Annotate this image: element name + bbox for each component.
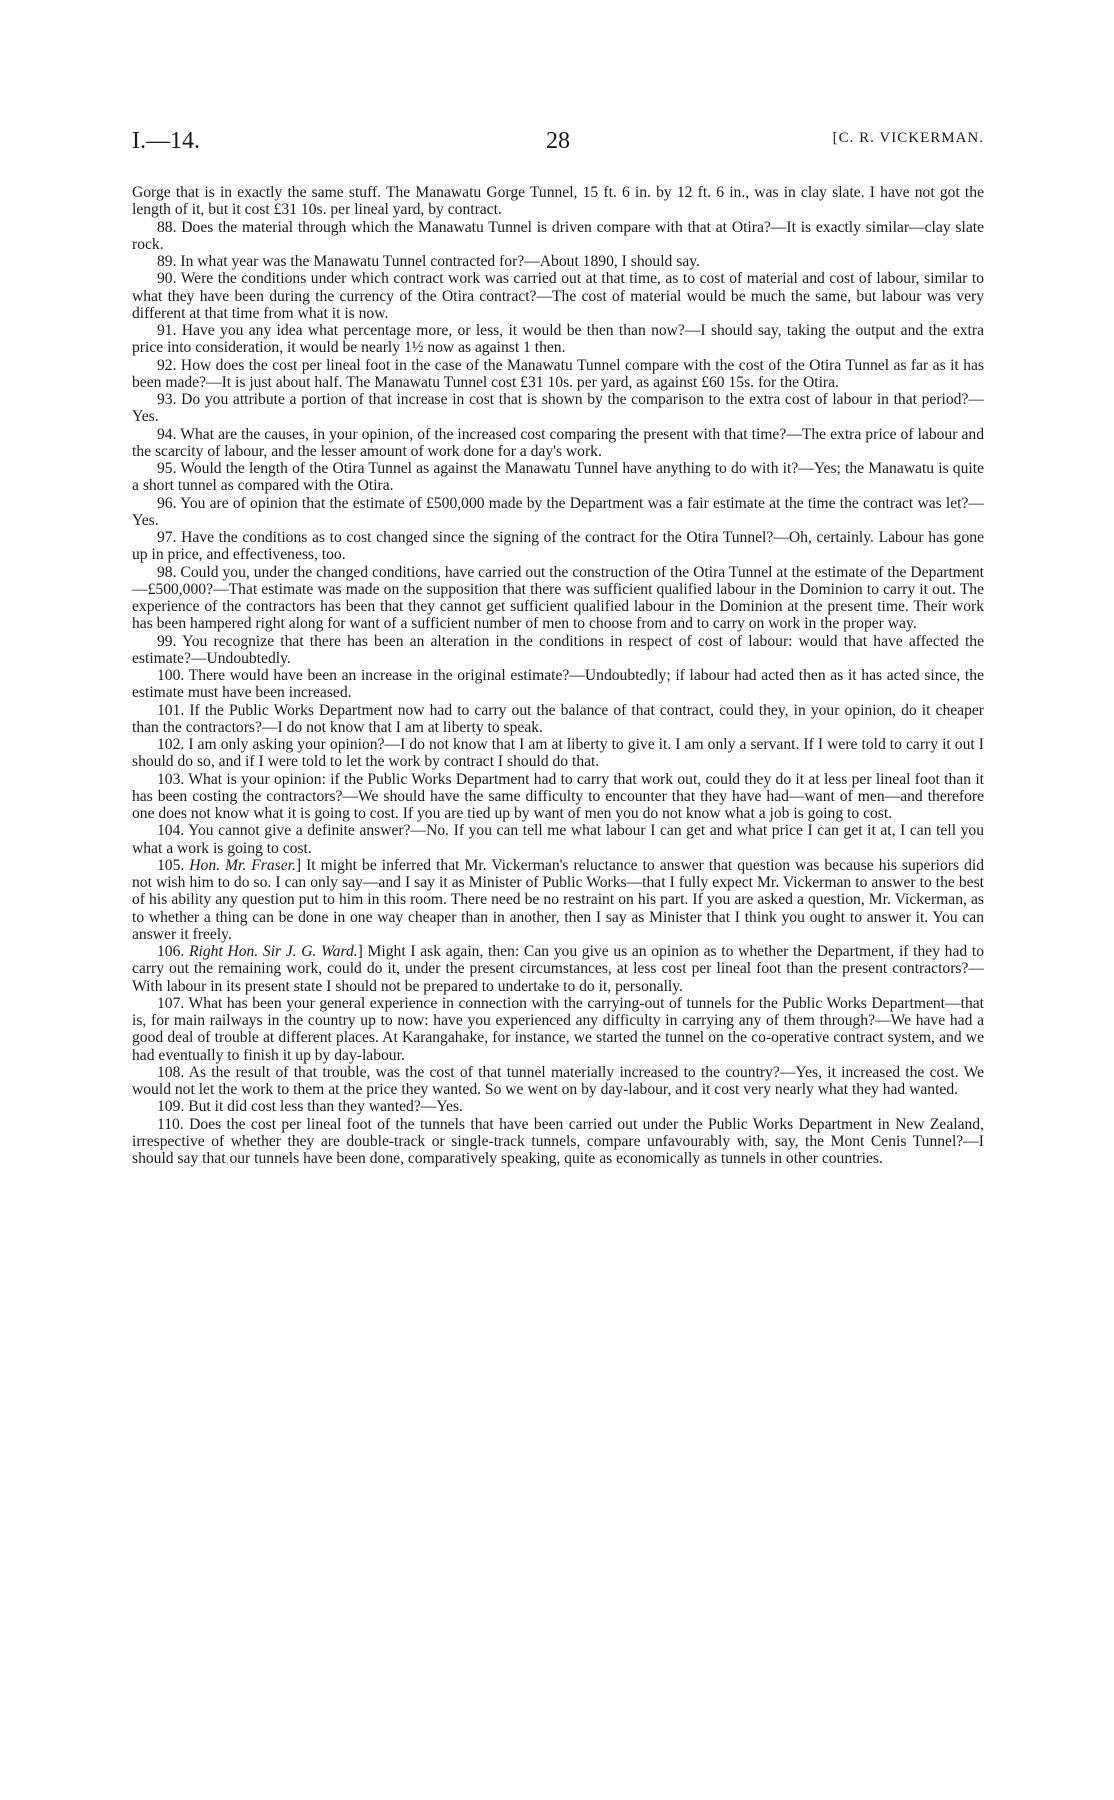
paragraph-p108	[132, 1064, 984, 1099]
paragraph-p96	[132, 495, 984, 530]
paragraph-text: 106.	[157, 943, 189, 960]
paragraph-p106	[132, 943, 984, 995]
paragraph-text: 93. Do you attribute a portion of that increase in cost that is shown by the comparison to the extra cost of labour in that period?—Yes.	[132, 391, 984, 426]
paragraph-text: 103. What is your opinion: if the Public Works Department had to carry that work out, could they do it at less per lineal foot than it has been costing the contractors?—We should have the same difficulty to encounter that they have had—want of men—and therefore one does not know what it is going to cost. If you are tied up by want of men you do not know what a job is going to cost.	[132, 770, 984, 822]
paragraph-p0	[132, 184, 984, 219]
paragraph-p89	[132, 253, 984, 270]
paragraph-p99	[132, 633, 984, 668]
paragraph-p107	[132, 995, 984, 1064]
paragraph-text: 100. There would have been an increase in the original estimate?—Undoubtedly; if labour had acted then as it has acted since, the estimate must have been increased.	[132, 667, 984, 702]
paragraph-p101	[132, 702, 984, 737]
paragraph-text: 89. In what year was the Manawatu Tunnel contracted for?—About 1890, I should say.	[157, 253, 700, 270]
paragraph-text: 90. Were the conditions under which contract work was carried out at that time, as to cost of material and cost of labour, similar to what they have been during the currency of the Otira contract?—The cost of material would be much the same, but labour was very different at that time from what it is now.	[132, 270, 984, 322]
paragraph-text: 91. Have you any idea what percentage more, or less, it would be then than now?—I should say, taking the output and the extra price into consideration, it would be nearly 1½ now as against 1 then.	[132, 322, 984, 357]
paragraph-p95	[132, 460, 984, 495]
paragraph-p105	[132, 857, 984, 943]
paragraph-p94	[132, 426, 984, 461]
paragraph-p88	[132, 219, 984, 254]
page-number: 28	[546, 128, 570, 154]
paragraph-p91	[132, 322, 984, 357]
paragraph-text: 92. How does the cost per lineal foot in the case of the Manawatu Tunnel compare with the cost of the Otira Tunnel as far as it has been made?—It is just about half. The Manawatu Tunnel cost £31 10s. per yard, as against £60 15s. for the Otira.	[132, 356, 984, 391]
speaker-name: Hon. Mr. Fraser.	[189, 856, 296, 874]
paragraph-text: 94. What are the causes, in your opinion, of the increased cost comparing the present with that time?—The extra price of labour and the scarcity of labour, and the lesser amount of work done for a day's work.	[132, 425, 984, 460]
paragraph-text: 108. As the result of that trouble, was the cost of that tunnel materially increased to the country?—Yes, it increased the cost. We would not let the work to them at the price they wanted. So we went on by day-labour, and it cost very nearly what they had wanted.	[132, 1063, 984, 1098]
paragraph-text: 105.	[157, 856, 190, 874]
paragraph-text: 98. Could you, under the changed conditions, have carried out the construction of the Otira Tunnel at the estimate of the Department—£500,000?—That estimate was made on the supposition that there was sufficient qualified labour in the Dominion to carry it out. The experience of the contractors has been that they cannot get sufficient qualified labour in the Dominion at the present time. Their work has been hampered right along for want of a sufficient number of men to choose from and to carry on work in the proper way.	[132, 563, 984, 633]
page-body	[132, 184, 984, 1167]
paragraph-text: 95. Would the length of the Otira Tunnel as against the Manawatu Tunnel have anything to do with it?—Yes; the Manawatu is quite a short tunnel as compared with the Otira.	[132, 460, 984, 495]
paragraph-p103	[132, 771, 984, 823]
paragraph-p110	[132, 1116, 984, 1168]
paragraph-p92	[132, 357, 984, 392]
paragraph-text: ] It might be inferred that Mr. Vickerman's reluctance to answer that question was because his superiors did not wish him to do so. I can only say—and I say it as Minister of Public Works—that I fully expect Mr. Vickerman to answer to the best of his ability any question put to him in this room. There need be no restraint on his part. If you are asked a question, Mr. Vickerman, as to whether a thing can be done in one way cheaper than in another, then I say as Minister that I think you ought to answer it. You can answer it freely.	[132, 856, 984, 943]
paragraph-text: 99. You recognize that there has been an alteration in the conditions in respect of cost of labour: would that have affected the estimate?—Undoubtedly.	[132, 632, 984, 667]
paragraph-p109	[132, 1098, 984, 1115]
paragraph-p102	[132, 736, 984, 771]
page-header	[132, 128, 984, 168]
paragraph-p104	[132, 822, 984, 857]
paragraph-p93	[132, 391, 984, 426]
paragraph-text: 102. I am only asking your opinion?—I do not know that I am at liberty to give it. I am only a servant. If I were told to carry it out I should do so, and if I were told to let the work by contract I should do that.	[132, 736, 984, 771]
paragraph-p90	[132, 270, 984, 322]
paragraph-text: Gorge that is in exactly the same stuff. The Manawatu Gorge Tunnel, 15 ft. 6 in. by 12 ft. 6 in., was in clay slate. I have not got the length of it, but it cost £31 10s. per lineal yard, by contract.	[132, 184, 984, 219]
paragraph-p97	[132, 529, 984, 564]
paragraph-text: 96. You are of opinion that the estimate of £500,000 made by the Department was a fair estimate at the time the contract was let?—Yes.	[132, 494, 984, 529]
paragraph-text: 109. But it did cost less than they wanted?—Yes.	[157, 1098, 463, 1116]
paragraph-text: 101. If the Public Works Department now had to carry out the balance of that contract, could they, in your opinion, do it cheaper than the contractors?—I do not know that I am at liberty to speak.	[132, 701, 984, 736]
paper-reference: I.—14.	[132, 128, 200, 154]
paragraph-text: 104. You cannot give a definite answer?—No. If you can tell me what labour I can get and what price I can get it at, I can tell you what a work is going to cost.	[132, 822, 984, 857]
witness-name: [C. R. VICKERMAN.	[832, 130, 984, 146]
paragraph-text: ] Might I ask again, then: Can you give us an opinion as to whether the Department, if they had to carry out the remaining work, could do it, under the present circumstances, at less cost per lineal foot than the present contractors?—With labour in its present state I should not be prepared to undertake to do it, personally.	[132, 943, 985, 995]
paragraph-p98	[132, 564, 984, 633]
paragraph-p100	[132, 667, 984, 702]
paragraph-text: 107. What has been your general experience in connection with the carrying-out of tunnels for the Public Works Department—that is, for main railways in the country up to now: have you experienced any difficulty in carrying any of them through?—We have had a good deal of trouble at different places. At Karangahake, for instance, we started the tunnel on the co-operative contract system, and we had eventually to finish it up by day-labour.	[132, 994, 984, 1064]
speaker-name: Right Hon. Sir J. G. Ward.	[188, 943, 358, 960]
paragraph-text: 110. Does the cost per lineal foot of the tunnels that have been carried out under the Public Works Department in New Zealand, irrespective of whether they are double-track or single-track tunnels, compare unfavourably with, say, the Mont Cenis Tunnel?—I should say that our tunnels have been done, comparatively speaking, quite as economically as tunnels in other countries.	[132, 1115, 984, 1167]
paragraph-text: 97. Have the conditions as to cost changed since the signing of the contract for the Otira Tunnel?—Oh, certainly. Labour has gone up in price, and effectiveness, too.	[132, 529, 984, 564]
paragraph-text: 88. Does the material through which the Manawatu Tunnel is driven compare with that at Otira?—It is exactly similar—clay slate rock.	[132, 218, 984, 253]
